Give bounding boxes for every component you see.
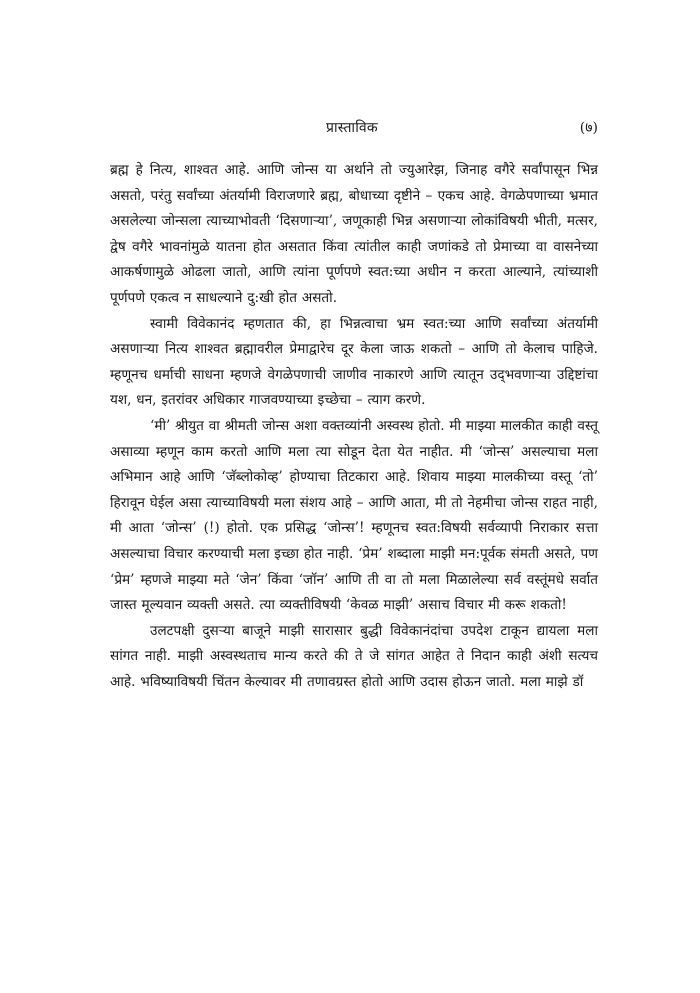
body-text — [110, 158, 598, 695]
paragraph-4: उलटपक्षी दुसऱ्या बाजूने माझी सारासार बुद्धी विवेकानंदांचा उपदेश टाकून द्यायला मला सांगत नाही. माझी अस्वस्थताच मान्य करते की ते जे सांगत आहेत ते निदान काही अंशी सत्यच आहे. भविष्याविषयी चिंतन केल्यावर मी तणावग्रस्त होतो आणि उदास होऊन जातो. मला माझे डॉ — [110, 622, 598, 690]
paragraph-1: ब्रह्म हे नित्य, शाश्वत आहे. आणि जोन्स या अर्थाने तो ज्युआरेझ, जिनाह वगैरे सर्वांपासून भिन्न असतो, परंतु सर्वांच्या अंतर्यामी विराजणारे ब्रह्म, बोधाच्या दृष्टीने – एकच आहे. वेगळेपणाच्या भ्रमात असलेल्या जोन्सला त्याच्याभोवती ‘दिसणाऱ्या’, जणूकाही भिन्न असणाऱ्या लोकांविषयी भीती, मत्सर, द्वेष वगैरे भावनांमुळे यातना होत असतात किंवा त्यांतील काही जणांकडे तो प्रेमाच्या वा वासनेच्या आकर्षणामुळे ओढला जातो, आणि त्यांना पूर्णपणे स्वत:च्या अधीन न करता आल्याने, त्यांच्याशी पूर्णपणे एकत्व न साधल्याने दु:खी होत असतो. — [110, 162, 598, 306]
chapter-title: प्रास्ताविक — [326, 120, 378, 136]
document-page — [110, 118, 598, 695]
page-number: (७) — [579, 120, 598, 136]
running-header — [110, 118, 598, 158]
paragraph-3: ‘मी’ श्रीयुत वा श्रीमती जोन्स अशा वक्तव्यांनी अस्वस्थ होतो. मी माझ्या मालकीत काही वस्तू असाव्या म्हणून काम करतो आणि मला त्या सोडून देता येत नाहीत. मी ‘जोन्स’ असल्याचा मला अभिमान आहे आणि ‘जॅब्लोकोव्ह’ होण्याचा तिटकारा आहे. शिवाय माझ्या मालकीच्या वस्तू ‘तो’ हिरावून घेईल असा त्याच्याविषयी मला संशय आहे – आणि आता, मी तो नेहमीचा जोन्स राहत नाही, मी आता ‘जोन्स’ (!) होतो. एक प्रसिद्ध ‘जोन्स’! म्हणूनच स्वत:विषयी सर्वव्यापी निराकार सत्ता असल्याचा विचार करण्याची मला इच्छा होत नाही. ‘प्रेम’ शब्दाला माझी मन:पूर्वक संमती असते, पण ‘प्रेम’ म्हणजे माझ्या मते ‘जेन’ किंवा ‘जॉन’ आणि ती वा तो मला मिळालेल्या सर्व वस्तूंमधे सर्वात जास्त मूल्यवान व्यक्ती असते. त्या व्यक्तीविषयी ‘केवळ माझी’ असाच विचार मी करू शकतो! — [110, 417, 598, 614]
paragraph-2: स्वामी विवेकानंद म्हणतात की, हा भिन्नत्वाचा भ्रम स्वत:च्या आणि सर्वांच्या अंतर्यामी असणाऱ्या नित्य शाश्वत ब्रह्मावरील प्रेमाद्वारेच दूर केला जाऊ शकतो – आणि तो केलाच पाहिजे. म्हणूनच धर्माची साधना म्हणजे वेगळेपणाची जाणीव नाकारणे आणि त्यातून उद्‌भवणाऱ्या उद्दिष्टांचा यश, धन, इतरांवर अधिकार गाजवण्याच्या इच्छेचा – त्याग करणे. — [110, 315, 598, 409]
